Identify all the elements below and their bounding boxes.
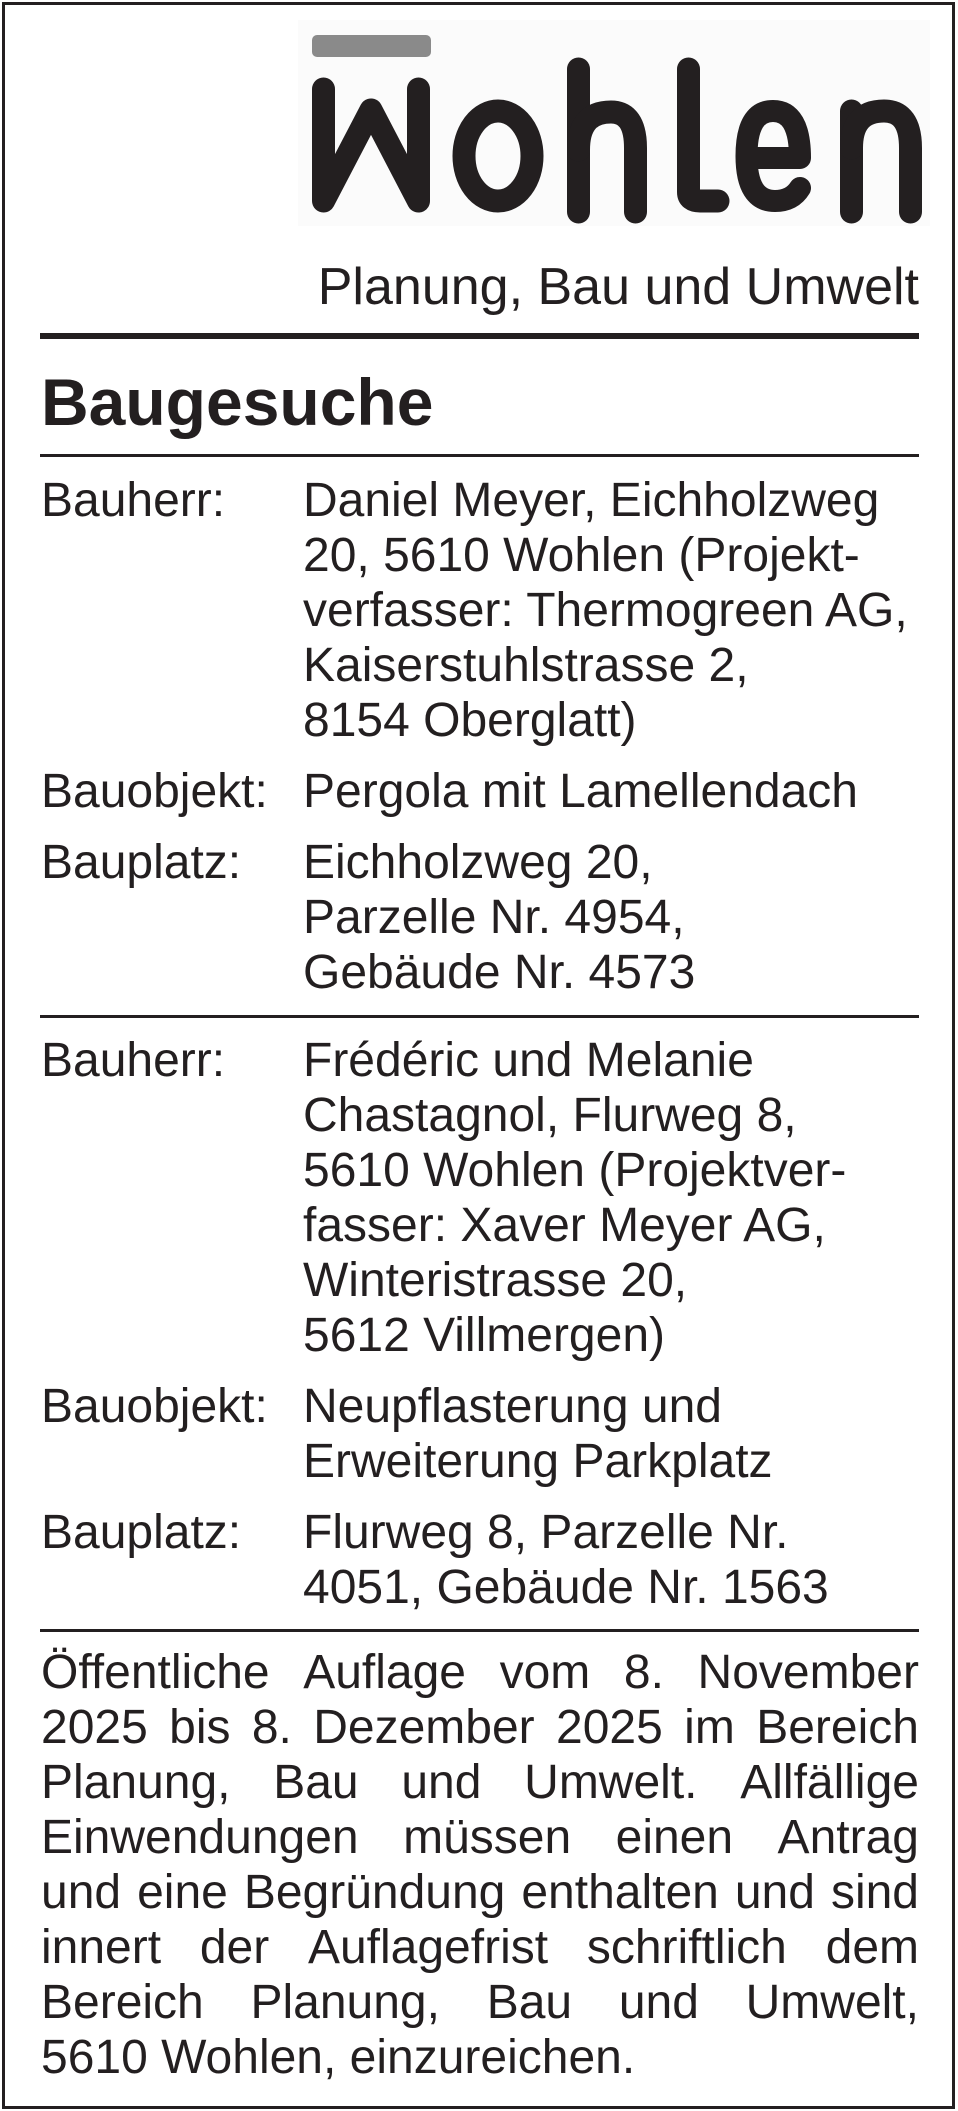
word: Auflagefrist	[307, 1921, 549, 1974]
word: Bau	[486, 1976, 573, 2029]
word: und	[401, 1756, 482, 1809]
notice-divider	[40, 1629, 919, 1632]
wohlen-logo-icon	[298, 20, 930, 226]
title-divider	[40, 454, 919, 457]
header-divider	[40, 333, 919, 339]
word: November	[697, 1646, 919, 1699]
word: bis	[169, 1701, 231, 1754]
field-label: Bauplatz:	[41, 836, 242, 889]
word: Bau	[273, 1756, 359, 1809]
word: Planung,	[41, 1756, 231, 1809]
value-line: Frédéric und Melanie	[303, 1034, 754, 1087]
word: Umwelt,	[745, 1976, 919, 2029]
field-bauplatz	[41, 1505, 919, 1615]
notice-line	[41, 1645, 919, 1700]
field-bauplatz	[41, 835, 919, 1000]
word: der	[199, 1921, 270, 1974]
field-value	[303, 1033, 919, 1363]
word: vom	[499, 1646, 591, 1699]
word: einen	[615, 1811, 734, 1864]
value-line: Flurweg 8, Parzelle Nr.	[303, 1506, 789, 1559]
word: sind	[830, 1866, 919, 1919]
field-label: Bauherr:	[41, 474, 226, 527]
application-2	[41, 1033, 919, 1615]
application-divider	[40, 1015, 919, 1018]
public-notice-text	[41, 1645, 919, 2085]
word: enthalten	[521, 1866, 719, 1919]
word: eine	[137, 1866, 228, 1919]
application-1	[41, 473, 919, 1000]
field-value	[303, 1379, 919, 1489]
word: Begründung	[243, 1866, 506, 1919]
word: Dezember	[313, 1701, 535, 1754]
value-line: Winteristrasse 20,	[303, 1254, 688, 1307]
word: im	[684, 1701, 735, 1754]
word: und	[618, 1976, 699, 2029]
word: dem	[825, 1921, 919, 1974]
notice-line	[41, 1755, 919, 1810]
field-label: Bauplatz:	[41, 1506, 242, 1559]
value-line: Neupflasterung und	[303, 1380, 722, 1433]
notice-line	[41, 1975, 919, 2030]
word: Antrag	[777, 1811, 919, 1864]
word: 8.	[251, 1701, 292, 1754]
word: Einwendungen	[41, 1811, 359, 1864]
field-value	[303, 764, 919, 819]
department-name: Planung, Bau und Umwelt	[317, 258, 919, 316]
word: innert	[41, 1921, 162, 1974]
word: Auflage	[303, 1646, 466, 1699]
notice-line	[41, 1810, 919, 1865]
word: Umwelt.	[524, 1756, 698, 1809]
value-line: Kaiserstuhlstrasse 2,	[303, 639, 749, 692]
word: 2025	[556, 1701, 663, 1754]
word: Planung,	[250, 1976, 440, 2029]
word: und	[734, 1866, 815, 1919]
value-line: verfasser: Thermogreen AG,	[303, 584, 908, 637]
field-label: Bauobjekt:	[41, 1380, 268, 1433]
word: Bereich	[41, 1976, 204, 2029]
word: 5610 Wohlen, einzureichen.	[41, 2031, 636, 2084]
value-line: 5612 Villmergen)	[303, 1309, 665, 1362]
word: Bereich	[756, 1701, 919, 1754]
value-line: Gebäude Nr. 4573	[303, 946, 696, 999]
value-line: Chastagnol, Flurweg 8,	[303, 1089, 797, 1142]
value-line: 20, 5610 Wohlen (Projekt-	[303, 529, 860, 582]
field-value	[303, 835, 919, 1000]
field-bauherr	[41, 473, 919, 748]
field-value	[303, 1505, 919, 1615]
field-value	[303, 473, 919, 748]
word: schriftlich	[586, 1921, 787, 1974]
value-line: Daniel Meyer, Eichholzweg	[303, 474, 880, 527]
wohlen-logo	[298, 20, 930, 226]
word: müssen	[403, 1811, 572, 1864]
word: 8.	[623, 1646, 664, 1699]
value-line: 4051, Gebäude Nr. 1563	[303, 1561, 829, 1614]
value-line: Eichholzweg 20,	[303, 836, 653, 889]
field-label: Bauherr:	[41, 1034, 226, 1087]
word: 2025	[41, 1701, 148, 1754]
word: und	[41, 1866, 122, 1919]
word: Öffentliche	[41, 1646, 270, 1699]
value-line: Pergola mit Lamellendach	[303, 765, 858, 818]
notice-line	[41, 1865, 919, 1920]
notice-line	[41, 1700, 919, 1755]
value-line: 5610 Wohlen (Projektver-	[303, 1144, 847, 1197]
page-title: Baugesuche	[41, 365, 434, 439]
value-line: Parzelle Nr. 4954,	[303, 891, 685, 944]
notice-line	[41, 1920, 919, 1975]
field-bauobjekt	[41, 764, 919, 819]
field-label: Bauobjekt:	[41, 765, 268, 818]
notice-line	[41, 2030, 919, 2085]
field-bauobjekt	[41, 1379, 919, 1489]
word: Allfällige	[740, 1756, 919, 1809]
value-line: fasser: Xaver Meyer AG,	[303, 1199, 826, 1252]
value-line: Erweiterung Parkplatz	[303, 1435, 773, 1488]
field-bauherr	[41, 1033, 919, 1363]
applications-list	[41, 473, 919, 2085]
value-line: 8154 Oberglatt)	[303, 694, 637, 747]
